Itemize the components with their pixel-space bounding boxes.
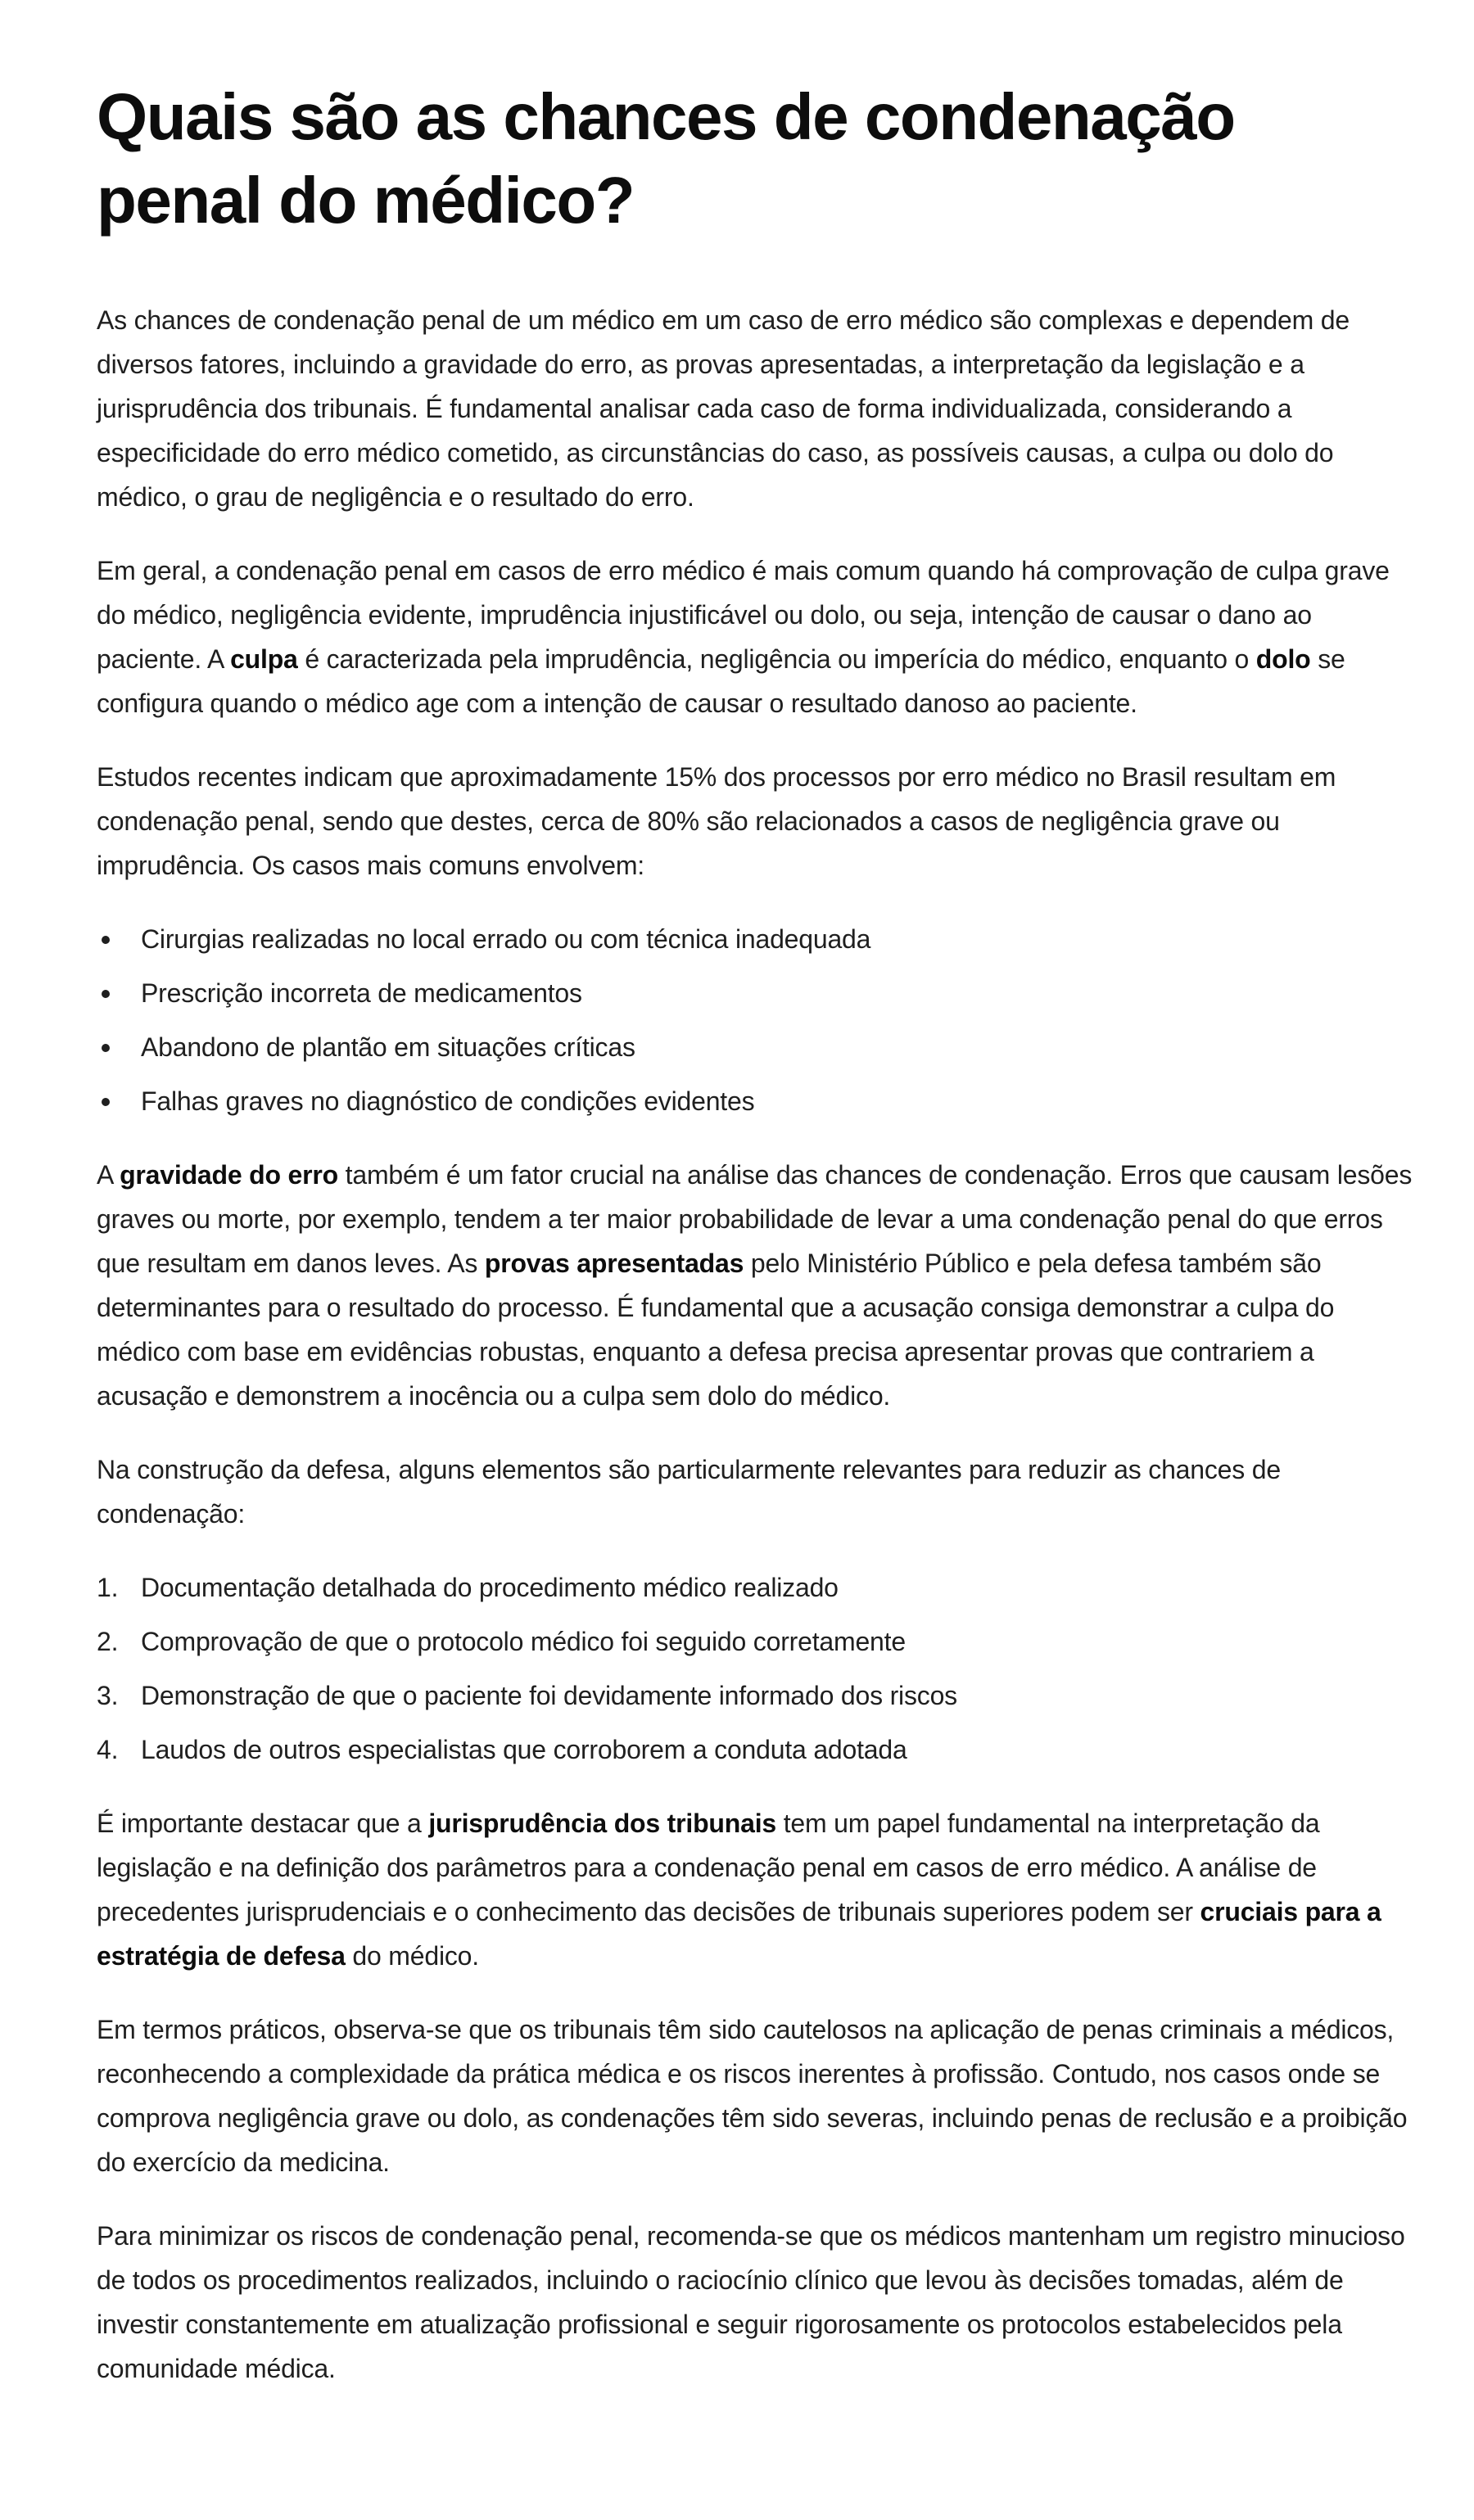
list-item-text: Laudos de outros especialistas que corroborem a conduta adotada [141, 1735, 907, 1764]
list-number: 2. [97, 1627, 119, 1656]
list-item [97, 917, 1415, 961]
text: do médico. [345, 1941, 479, 1971]
bold-term: provas apresentadas [484, 1249, 744, 1278]
paragraph-defesa: Na construção da defesa, alguns elementos são particularmente relevantes para reduzir as chances de condenação: [97, 1455, 1281, 1529]
text: é caracterizada pela imprudência, negligência ou imperícia do médico, enquanto o [297, 644, 1256, 674]
paragraph-termos-praticos: Em termos práticos, observa-se que os tribunais têm sido cautelosos na aplicação de penas criminais a médicos, reconhecendo a complexidade da prática médica e os riscos inerentes à profissão. Contudo, nos casos onde se comprova negligência grave ou dolo, as condenações têm sido severas, incluindo penas de reclusão e a proibição do exercício da medicina. [97, 2015, 1408, 2177]
list-number: 3. [97, 1681, 119, 1710]
list-item-text: Cirurgias realizadas no local errado ou com técnica inadequada [141, 924, 871, 954]
bullet-list [97, 917, 1415, 1123]
page-title: Quais são as chances de condenação penal do médico? [97, 80, 1235, 237]
bold-term: dolo [1255, 644, 1311, 674]
paragraph-gravidade [97, 1153, 1415, 1418]
text: A [97, 1160, 120, 1190]
list-number: 1. [97, 1573, 119, 1602]
list-item-text: Abandono de plantão em situações críticas [141, 1032, 635, 1062]
text: Em geral, a condenação penal em casos de erro médico é mais comum quando há comprovação de culpa grave do médico, negligência evidente, imprudência injustificável ou dolo, ou seja, intenção de causar o dano ao paciente. A [97, 556, 1390, 674]
bold-term: cruciais para a estratégia de defesa [97, 1897, 1381, 1971]
list-item [97, 1079, 1415, 1123]
paragraph-jurisprudencia [97, 1801, 1415, 1978]
list-item-text: Falhas graves no diagnóstico de condições evidentes [141, 1086, 755, 1116]
text: É importante destacar que a [97, 1809, 429, 1838]
list-number: 4. [97, 1735, 119, 1764]
list-item [97, 1565, 1415, 1610]
text: pelo Ministério Público e pela defesa também são determinantes para o resultado do processo. É fundamental que a acusação consiga demonstrar a culpa do médico com base em evidências robustas, enquanto a defesa precisa apresentar provas que contrariem a acusação e demonstrem a inocência ou a culpa sem dolo do médico. [97, 1249, 1335, 1411]
paragraph-culpa-dolo [97, 549, 1415, 725]
numbered-list [97, 1565, 1415, 1772]
list-item [97, 1727, 1415, 1772]
bold-term: gravidade do erro [120, 1160, 338, 1190]
text: tem um papel fundamental na interpretação da legislação e na definição dos parâmetros para a condenação penal em casos de erro médico. A análise de precedentes jurisprudenciais e o conhecimento das decisões de tribunais superiores podem ser [97, 1809, 1320, 1926]
bold-term: culpa [230, 644, 298, 674]
paragraph-recomendacoes: Para minimizar os riscos de condenação penal, recomenda-se que os médicos mantenham um registro minucioso de todos os procedimentos realizados, incluindo o raciocínio clínico que levou às decisões tomadas, além de investir constantemente em atualização profissional e seguir rigorosamente os protocolos estabelecidos pela comunidade médica. [97, 2221, 1405, 2383]
list-item-text: Documentação detalhada do procedimento médico realizado [141, 1573, 839, 1602]
paragraph-intro: As chances de condenação penal de um médico em um caso de erro médico são complexas e dependem de diversos fatores, incluindo a gravidade do erro, as provas apresentadas, a interpretação da legislação e a jurisprudência dos tribunais. É fundamental analisar cada caso de forma individualizada, considerando a especificidade do erro médico cometido, as circunstâncias do caso, as possíveis causas, a culpa ou dolo do médico, o grau de negligência e o resultado do erro. [97, 305, 1350, 512]
text: também é um fator crucial na análise das chances de condenação. Erros que causam lesões graves ou morte, por exemplo, tendem a ter maior probabilidade de levar a uma condenação penal do que erros que resultam em danos leves. As [97, 1160, 1413, 1278]
list-item [97, 1025, 1415, 1069]
article [97, 75, 1415, 2420]
list-item-text: Demonstração de que o paciente foi devidamente informado dos riscos [141, 1681, 957, 1710]
list-item [97, 1619, 1415, 1664]
list-item-text: Comprovação de que o protocolo médico foi seguido corretamente [141, 1627, 906, 1656]
list-item-text: Prescrição incorreta de medicamentos [141, 978, 582, 1008]
text: se configura quando o médico age com a intenção de causar o resultado danoso ao paciente. [97, 644, 1345, 718]
list-item [97, 971, 1415, 1015]
list-item [97, 1673, 1415, 1718]
bold-term: jurisprudência dos tribunais [428, 1809, 777, 1838]
paragraph-statistics: Estudos recentes indicam que aproximadamente 15% dos processos por erro médico no Brasil resultam em condenação penal, sendo que destes, cerca de 80% são relacionados a casos de negligência grave ou imprudência. Os casos mais comuns envolvem: [97, 762, 1336, 880]
